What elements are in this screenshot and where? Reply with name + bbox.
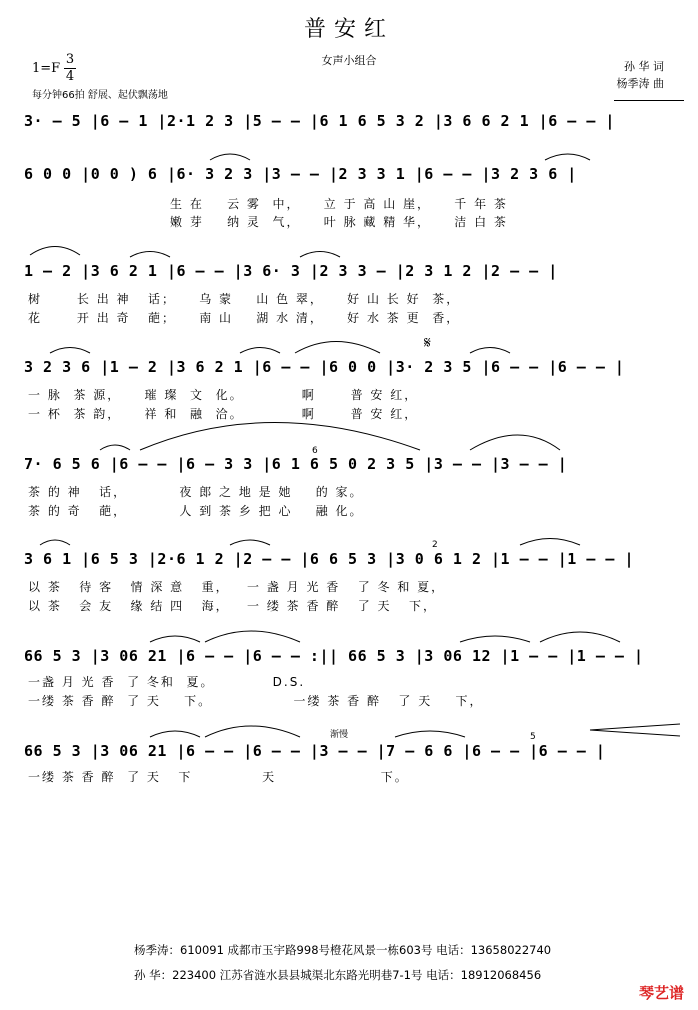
lyric-row-3-verse-1: 树 长 出 神 话； 乌 蒙 山 色 翠， 好 山 长 好 茶， bbox=[28, 292, 461, 306]
lyric-row-7-verse-2: 一缕 茶 香 醉 了 天 下。 一缕 茶 香 醉 了 天 下， bbox=[28, 694, 484, 708]
slur bbox=[540, 632, 620, 642]
tempo-marking: 每分钟66拍 舒展、起伏飘荡地 bbox=[32, 90, 168, 101]
staff-row-6: 3 6 1 |6 5 3 |2·6 1 2 |2 – – |6 6 5 3 |3 0 6 1 2 |1 – – |1 – – | bbox=[24, 550, 634, 568]
slur bbox=[460, 636, 530, 642]
slur bbox=[295, 342, 380, 354]
slur bbox=[100, 445, 130, 450]
brand-logo[interactable]: 琴艺谱 bbox=[638, 984, 684, 1002]
slur bbox=[130, 252, 170, 258]
footer-contact-1: 杨季涛：610091 成都市玉宇路998号橙花风景一栋603号 电话：13658022740 bbox=[134, 943, 552, 957]
crescendo-hairpin bbox=[590, 724, 680, 736]
lyric-row-2-verse-2: 嫩 芽 纳 灵 气， 叶 脉 藏 精 华， 洁 白 茶 bbox=[170, 215, 508, 229]
slur bbox=[30, 247, 80, 256]
slur bbox=[470, 348, 510, 354]
staff-row-7: 66 5 3 |3 06 21 |6 – – |6 – – :|| 66 5 3 |3 06 12 |1 – – |1 – – | bbox=[24, 647, 644, 665]
composer-credit: 杨季涛 曲 bbox=[616, 77, 664, 90]
segno-icon: 𝄋 bbox=[424, 333, 431, 352]
lyric-row-4-verse-2: 一 杯 茶 韵， 祥 和 融 洽。 啊 普 安 红， bbox=[28, 407, 419, 421]
page-title: 普安红 bbox=[303, 17, 394, 42]
staff-row-3: 1 – 2 |3 6 2 1 |6 – – |3 6· 3 |2 3 3 – |2 3 1 2 |2 – – | bbox=[24, 262, 558, 280]
time-top: 3 bbox=[65, 52, 75, 67]
lyric-row-5-verse-2: 茶 的 奇 葩， 人 到 茶 乡 把 心 融 化。 bbox=[28, 504, 364, 518]
ritardando-mark: 渐慢 bbox=[330, 730, 349, 740]
slur bbox=[470, 435, 560, 450]
slur bbox=[545, 154, 590, 160]
staff-row-1: 3· – 5 |6 – 1 |2·1 2 3 |5 – – |6 1 6 5 3 2 |3 6 6 2 1 |6 – – | bbox=[24, 112, 615, 130]
grace-note-3: 5 bbox=[530, 732, 536, 742]
slur bbox=[150, 731, 200, 737]
slur bbox=[395, 731, 465, 737]
staff-row-5: 7· 6 5 6 |6 – – |6 – 3 3 |6 1 6 5 0 2 3 5 |3 – – |3 – – | bbox=[24, 455, 568, 473]
lyric-row-2-verse-1: 生 在 云 雾 中， 立 于 高 山 崖， 千 年 茶 bbox=[170, 197, 508, 211]
slur bbox=[240, 348, 280, 354]
staff-row-2: 6 0 0 |0 0 ) 6 |6· 3 2 3 |3 – – |2 3 3 1 |6 – – |3 2 3 6 | bbox=[24, 165, 577, 183]
lyric-row-3-verse-2: 花 开 出 奇 葩； 南 山 湖 水 清， 好 水 茶 更 香， bbox=[28, 311, 461, 325]
lyric-row-5-verse-1: 茶 的 神 话， 夜 郎 之 地 是 她 的 家。 bbox=[28, 485, 364, 499]
slur bbox=[140, 423, 420, 451]
slur bbox=[210, 154, 250, 160]
grace-note-2: 2 bbox=[432, 540, 438, 550]
slur bbox=[40, 540, 70, 545]
lyric-row-4-verse-1: 一 脉 茶 源， 璀 璨 文 化。 啊 普 安 红， bbox=[28, 388, 419, 402]
lyricist-credit: 孙 华 词 bbox=[624, 60, 664, 73]
slur bbox=[150, 636, 200, 642]
staff-row-8: 66 5 3 |3 06 21 |6 – – |6 – – |3 – – |7 – 6 6 |6 – – |6 – – | bbox=[24, 742, 606, 760]
slur bbox=[205, 726, 300, 737]
time-bottom: 4 bbox=[65, 69, 75, 84]
slur bbox=[300, 252, 340, 258]
footer-contact-2: 孙 华：223400 江苏省涟水县县城渠北东路光明巷7-1号 电话：18912068456 bbox=[134, 968, 542, 982]
slur bbox=[230, 540, 270, 545]
subtitle: 女声小组合 bbox=[321, 54, 377, 67]
lyric-row-6-verse-2: 以 茶 会 友 缘 结 四 海， 一 缕 茶 香 醉 了 天 下， bbox=[28, 599, 437, 613]
staff-row-4: 3 2 3 6 |1 – 2 |3 6 2 1 |6 – – |6 0 0 |3· 2 3 5 |6 – – |6 – – | bbox=[24, 358, 625, 376]
lyric-row-8-verse-1: 一缕 茶 香 醉 了 天 下 天 下。 bbox=[28, 770, 409, 784]
key-signature: 1=F bbox=[32, 61, 61, 76]
grace-note-1: 6 bbox=[312, 446, 318, 456]
lyric-row-6-verse-1: 以 茶 待 客 情 深 意 重， 一 盏 月 光 香 了 冬 和 夏， bbox=[28, 580, 446, 594]
slur bbox=[50, 348, 90, 354]
slur bbox=[520, 539, 580, 546]
lyric-row-7-verse-1: 一盏 月 光 香 了 冬和 夏。 D.S. bbox=[28, 675, 306, 689]
slur bbox=[205, 631, 300, 642]
